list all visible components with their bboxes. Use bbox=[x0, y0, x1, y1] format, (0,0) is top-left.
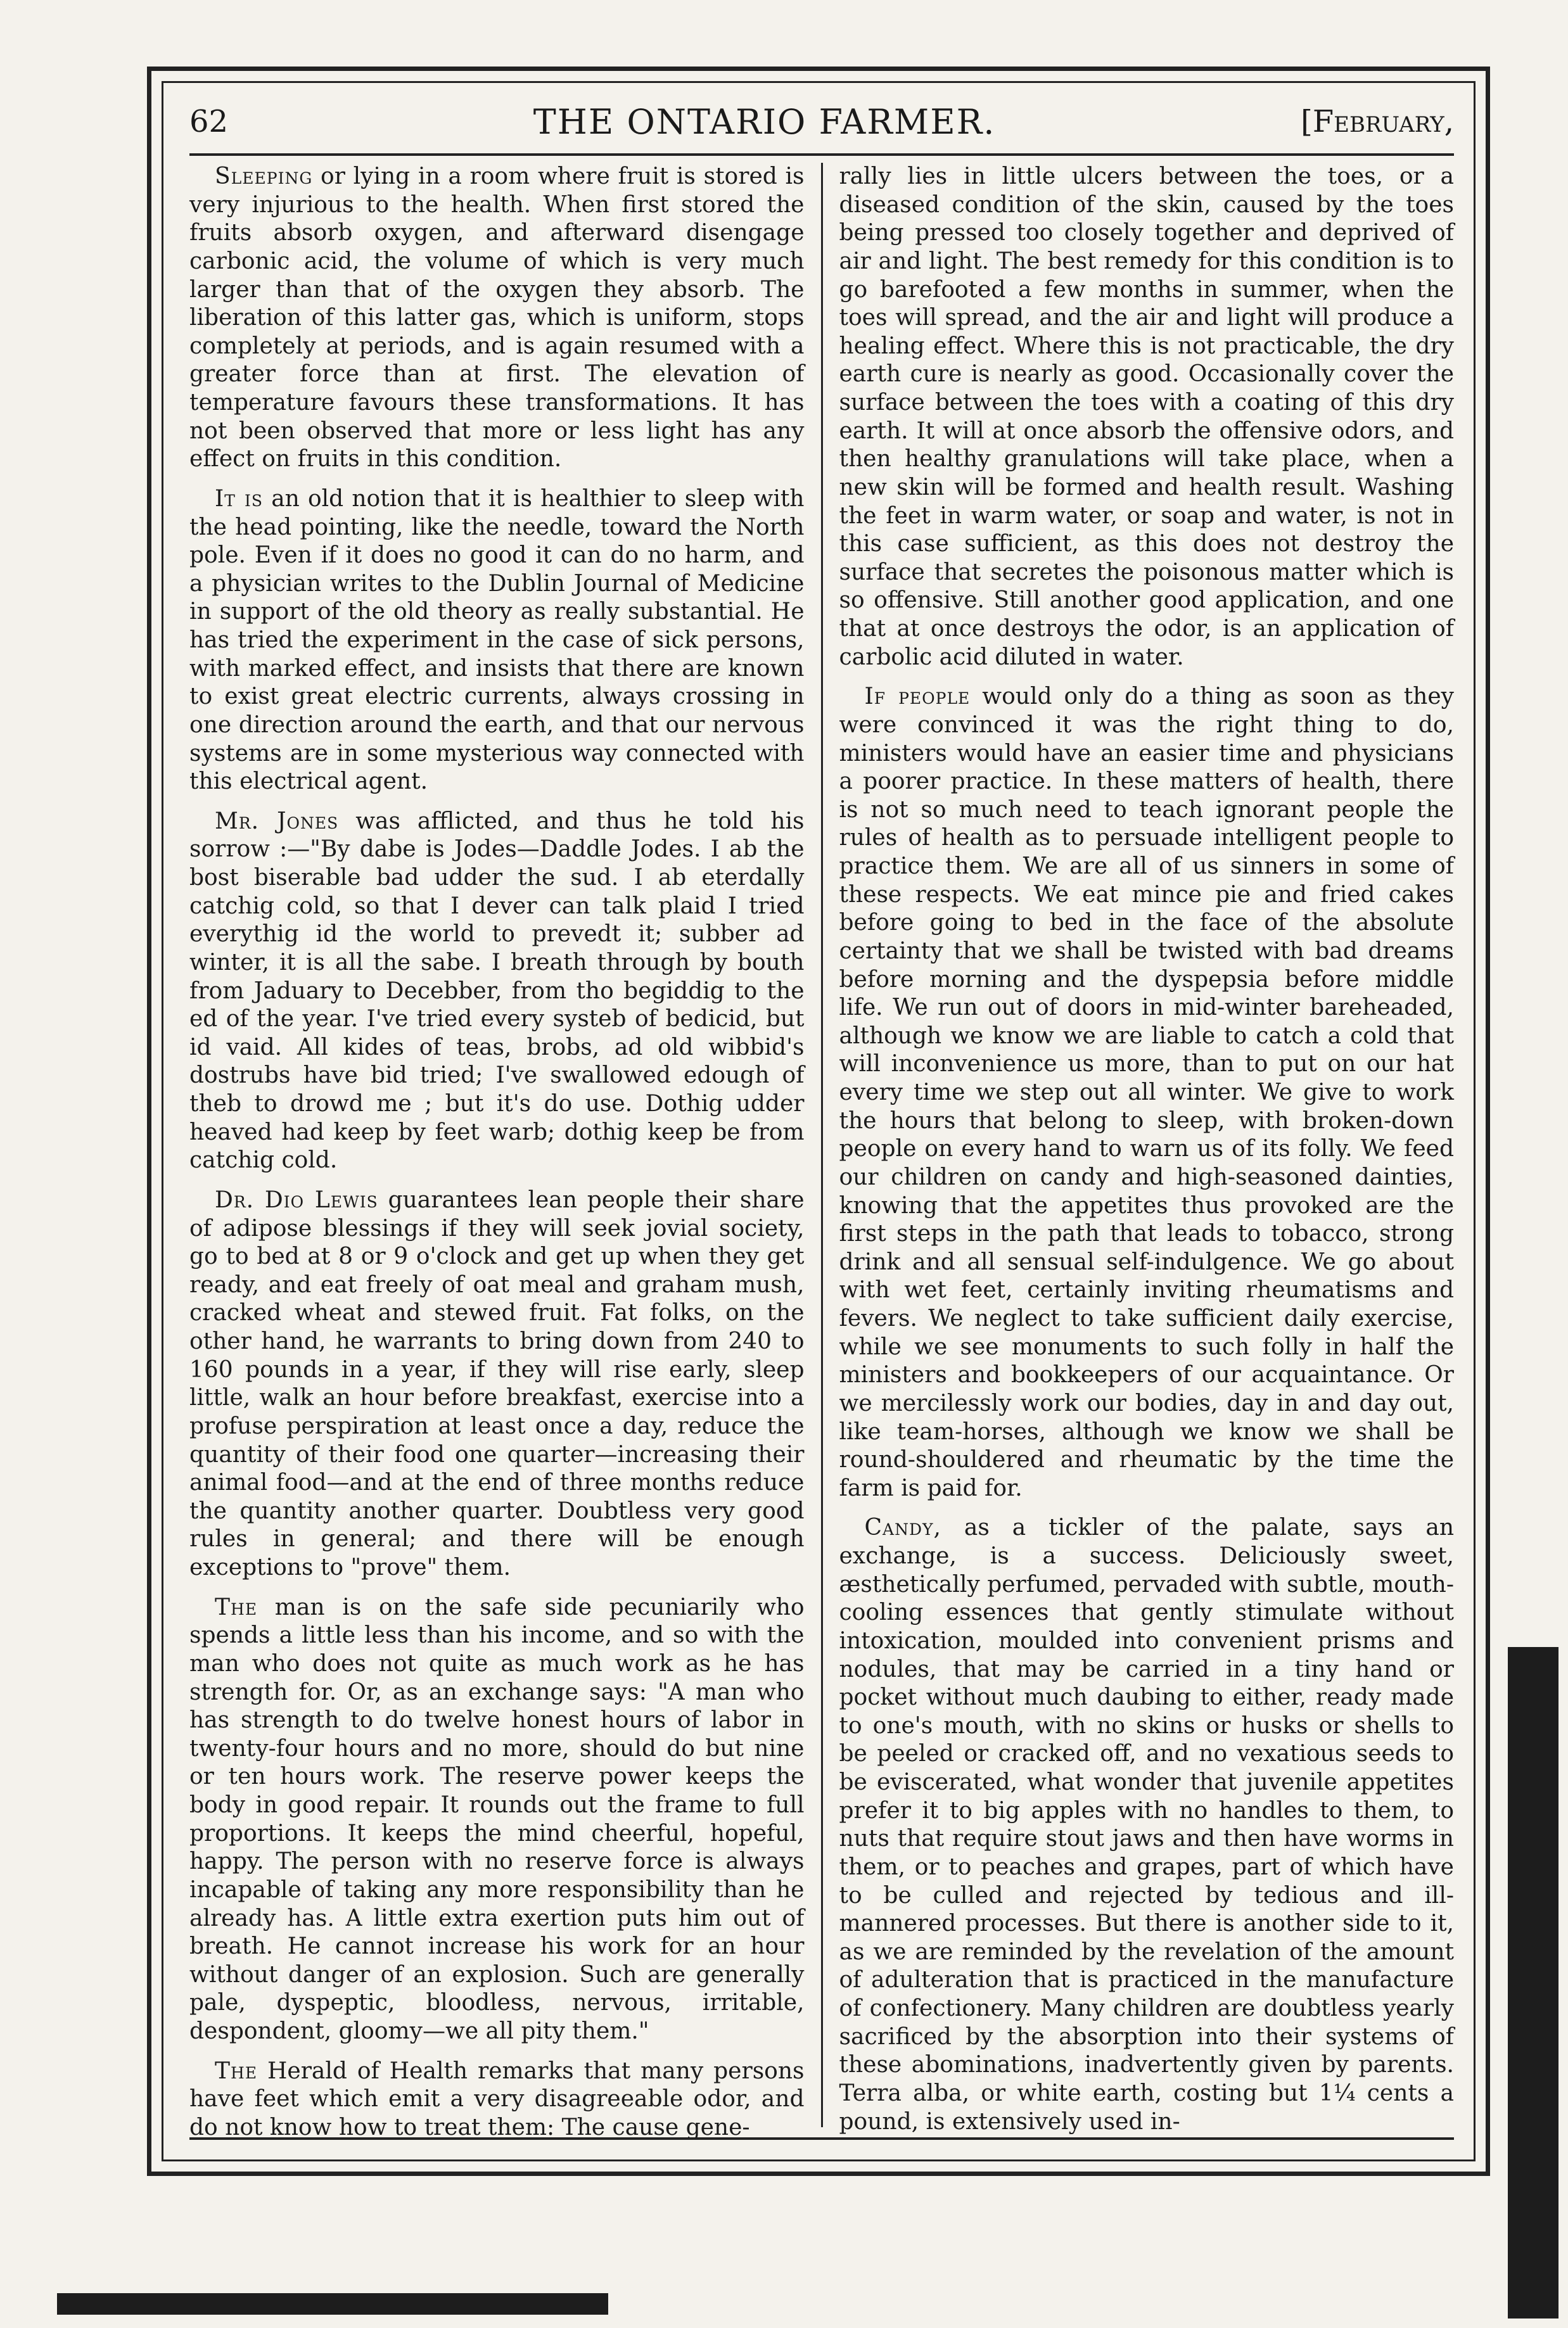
paragraph-text: or lying in a room where fruit is stored is very injurious to the health. When first stored the fruits absorb oxygen, and afterward disengage carbonic acid, the volume of which is very much larger than that of the oxygen they absorb. The liberation of this latter gas, which is uniform, stops completely at periods, and is again resumed with a greater force than at first. The elevation of temperature favours these transformations. It has not been observed that more or less light has any effect on fruits in this condition. bbox=[189, 163, 805, 473]
paragraph-lead: If people bbox=[864, 684, 971, 710]
paragraph-text: man is on the safe side pecuniarily who spends a little less than his income, and so with the man who does not quite as much work as he has strength for. Or, as an exchange says: "A man who has strength to do twelve honest hours of labor in twenty-four hours and no more, should do but nine or ten hours work. The reserve power keeps the body in good repair. It rounds out the frame to full proportions. It keeps the mind cheerful, hopeful, happy. The person with no reserve force is always incapable of taking any more responsibility than he already has. A little extra exertion puts him out of breath. He cannot increase his work for an hour without danger of an explosion. Such are generally pale, dyspeptic, bloodless, nervous, irritable, despondent, gloomy—we all pity them." bbox=[189, 1594, 805, 2044]
article-paragraph bbox=[189, 2058, 805, 2142]
article-paragraph bbox=[189, 808, 805, 1175]
article-paragraph bbox=[839, 1514, 1455, 2136]
paragraph-text: would only do a thing as soon as they were convinced it was the right thing to do, ministers would have an easier time and physicians a poorer practice. In these matters of health, there is not so much need to teach ignorant people the rules of health as to persuade intelligent people to practice them. We are all of us sinners in some of these respects. We eat mince pie and fried cakes before going to bed in the face of the absolute certainty that we shall be twisted with bad dreams before morning and the dyspepsia before middle life. We run out of doors in mid-winter bareheaded, although we know we are liable to catch a cold that will inconvenience us more, than to put on our hat every time we step out all winter. We give to work the hours that belong to sleep, with broken-down people on every hand to warn us of its folly. We feed our children on candy and high-seasoned dainties, knowing that the appetites thus provoked are the first steps in the path that leads to tobacco, strong drink and all sensual self-indulgence. We go about with wet feet, certainly inviting rheumatisms and fevers. We neglect to take sufficient daily exercise, while we see monuments to such folly in half the ministers and bookkeepers of our acquaintance. Or we mercilessly work our bodies, day in and day out, like team-horses, although we know we shall be round-shouldered and rheumatic by the time the farm is paid for. bbox=[839, 684, 1454, 1501]
paragraph-text: rally lies in little ulcers between the toes, or a diseased condition of the skin, caused by the toes being pressed too closely together and deprived of air and light. The best remedy for this condition is to go barefooted a few months in summer, when the toes will spread, and the air and light will produce a healing effect. Where this is not practicable, the dry earth cure is nearly as good. Occasionally cover the surface between the toes with a coating of this dry earth. It will at once absorb the offensive odors, and then healthy granulations will take place, when a new skin will be formed and health result. Washing the feet in warm water, or soap and water, is not in this case sufficient, as this does not destroy the surface that secretes the poisonous matter which is so offensive. Still another good application, and one that at once destroys the odor, is an application of carbolic acid diluted in water. bbox=[839, 163, 1454, 670]
paragraph-text: an old notion that it is healthier to sleep with the head pointing, like the needle, toward the North pole. Even if it does no good it can do no harm, and a physician writes to the Dublin Journal of Medicine in support of the old theory as really substantial. He has tried the experiment in the case of sick persons, with marked effect, and insists that there are known to exist great electric currents, always crossing in one direction around the earth, and that our nervous systems are in some mysterious way connected with this electrical agent. bbox=[189, 485, 805, 795]
bottom-rule bbox=[189, 2137, 1454, 2140]
paragraph-lead: The bbox=[215, 1594, 258, 1620]
paragraph-lead: Dr. Dio Lewis bbox=[215, 1186, 378, 1213]
paragraph-lead: Sleeping bbox=[215, 163, 313, 189]
article-paragraph bbox=[189, 1594, 805, 2046]
page-border bbox=[147, 67, 1490, 2176]
article-paragraph bbox=[189, 163, 805, 474]
page-header bbox=[189, 90, 1454, 156]
article-paragraph bbox=[189, 1186, 805, 1582]
right-column bbox=[823, 163, 1455, 2135]
paragraph-text: was afflicted, and thus he told his sorrow :—"By dabe is Jodes—Daddle Jodes. I ab the bost biserable bad udder the sud. I ab eterdally catchig cold, so that I dever can talk plaid I tried everythig id the world to prevedt it; subber ad winter, it is all the sabe. I breath through by bouth from Jaduary to Decebber, from tho begiddig to the ed of the year. I've tried every systeb of bedicid, but id vaid. All kides of teas, brobs, ad old wibbid's dostrubs have bid tried; I've swallowed edough of theb to drowd me ; but it's do use. Dothig udder heaved had keep by feet warb; dothig keep be from catchig cold. bbox=[189, 808, 805, 1174]
article-paragraph bbox=[839, 163, 1455, 671]
left-column bbox=[189, 163, 821, 2140]
page-number: 62 bbox=[189, 104, 229, 139]
article-paragraph bbox=[839, 683, 1455, 1503]
paragraph-lead: Mr. Jones bbox=[215, 808, 339, 834]
paragraph-text: as a tickler of the palate, says an exchange, is a success. Deliciously sweet, æsthetically perfumed, pervaded with subtle, mouth-cooling essences that gently stimulate without intoxication, moulded into convenient prisms and nodules, that may be carried in a tiny hand or pocket without much daubing to either, ready made to one's mouth, with no skins or husks or shells to be peeled or cracked off, and no vexatious seeds to be eviscerated, what wonder that juvenile appetites prefer it to big apples with no handles to them, to nuts that require stout jaws and then have worms in them, or to peaches and grapes, part of which have to be culled and rejected by tedious and ill-mannered processes. But there is another side to it, as we are reminded by the revelation of the amount of adulteration that is practiced in the manufacture of confectionery. Many children are doubtless yearly sacrificed by the absorption into their systems of these abominations, inadvertently given by parents. Terra alba, or white earth, costing but 1¼ cents a pound, is extensively used in- bbox=[839, 1515, 1454, 2135]
magazine-title: THE ONTARIO FARMER. bbox=[533, 101, 996, 142]
paragraph-lead: The bbox=[215, 2058, 258, 2084]
article-paragraph bbox=[189, 485, 805, 796]
paragraph-lead: Candy, bbox=[864, 1515, 941, 1541]
paragraph-text: guarantees lean people their share of adipose blessings if they will seek jovial society, go to bed at 8 or 9 o'clock and get up when they get ready, and eat freely of oat meal and graham mush, cracked wheat and stewed fruit. Fat folks, on the other hand, he warrants to bring down from 240 to 160 pounds in a year, if they will rise early, sleep little, walk an hour before breakfast, exercise into a profuse perspiration at least once a day, reduce the quantity of their food one quarter—increasing their animal food—and at the end of three months reduce the quantity another quarter. Doubtless very good rules in general; and there will be enough exceptions to "prove" them. bbox=[189, 1186, 805, 1581]
scan-artifact-bar bbox=[57, 2293, 608, 2315]
paragraph-lead: It is bbox=[215, 485, 264, 512]
issue-month: [February, bbox=[1301, 104, 1454, 139]
scan-edge-shadow bbox=[1508, 1647, 1558, 2318]
article-columns bbox=[189, 163, 1454, 2140]
paragraph-text: Herald of Health remarks that many persons have feet which emit a very disagreeable odor, and do not know how to treat them: The cause gene- bbox=[189, 2058, 805, 2140]
